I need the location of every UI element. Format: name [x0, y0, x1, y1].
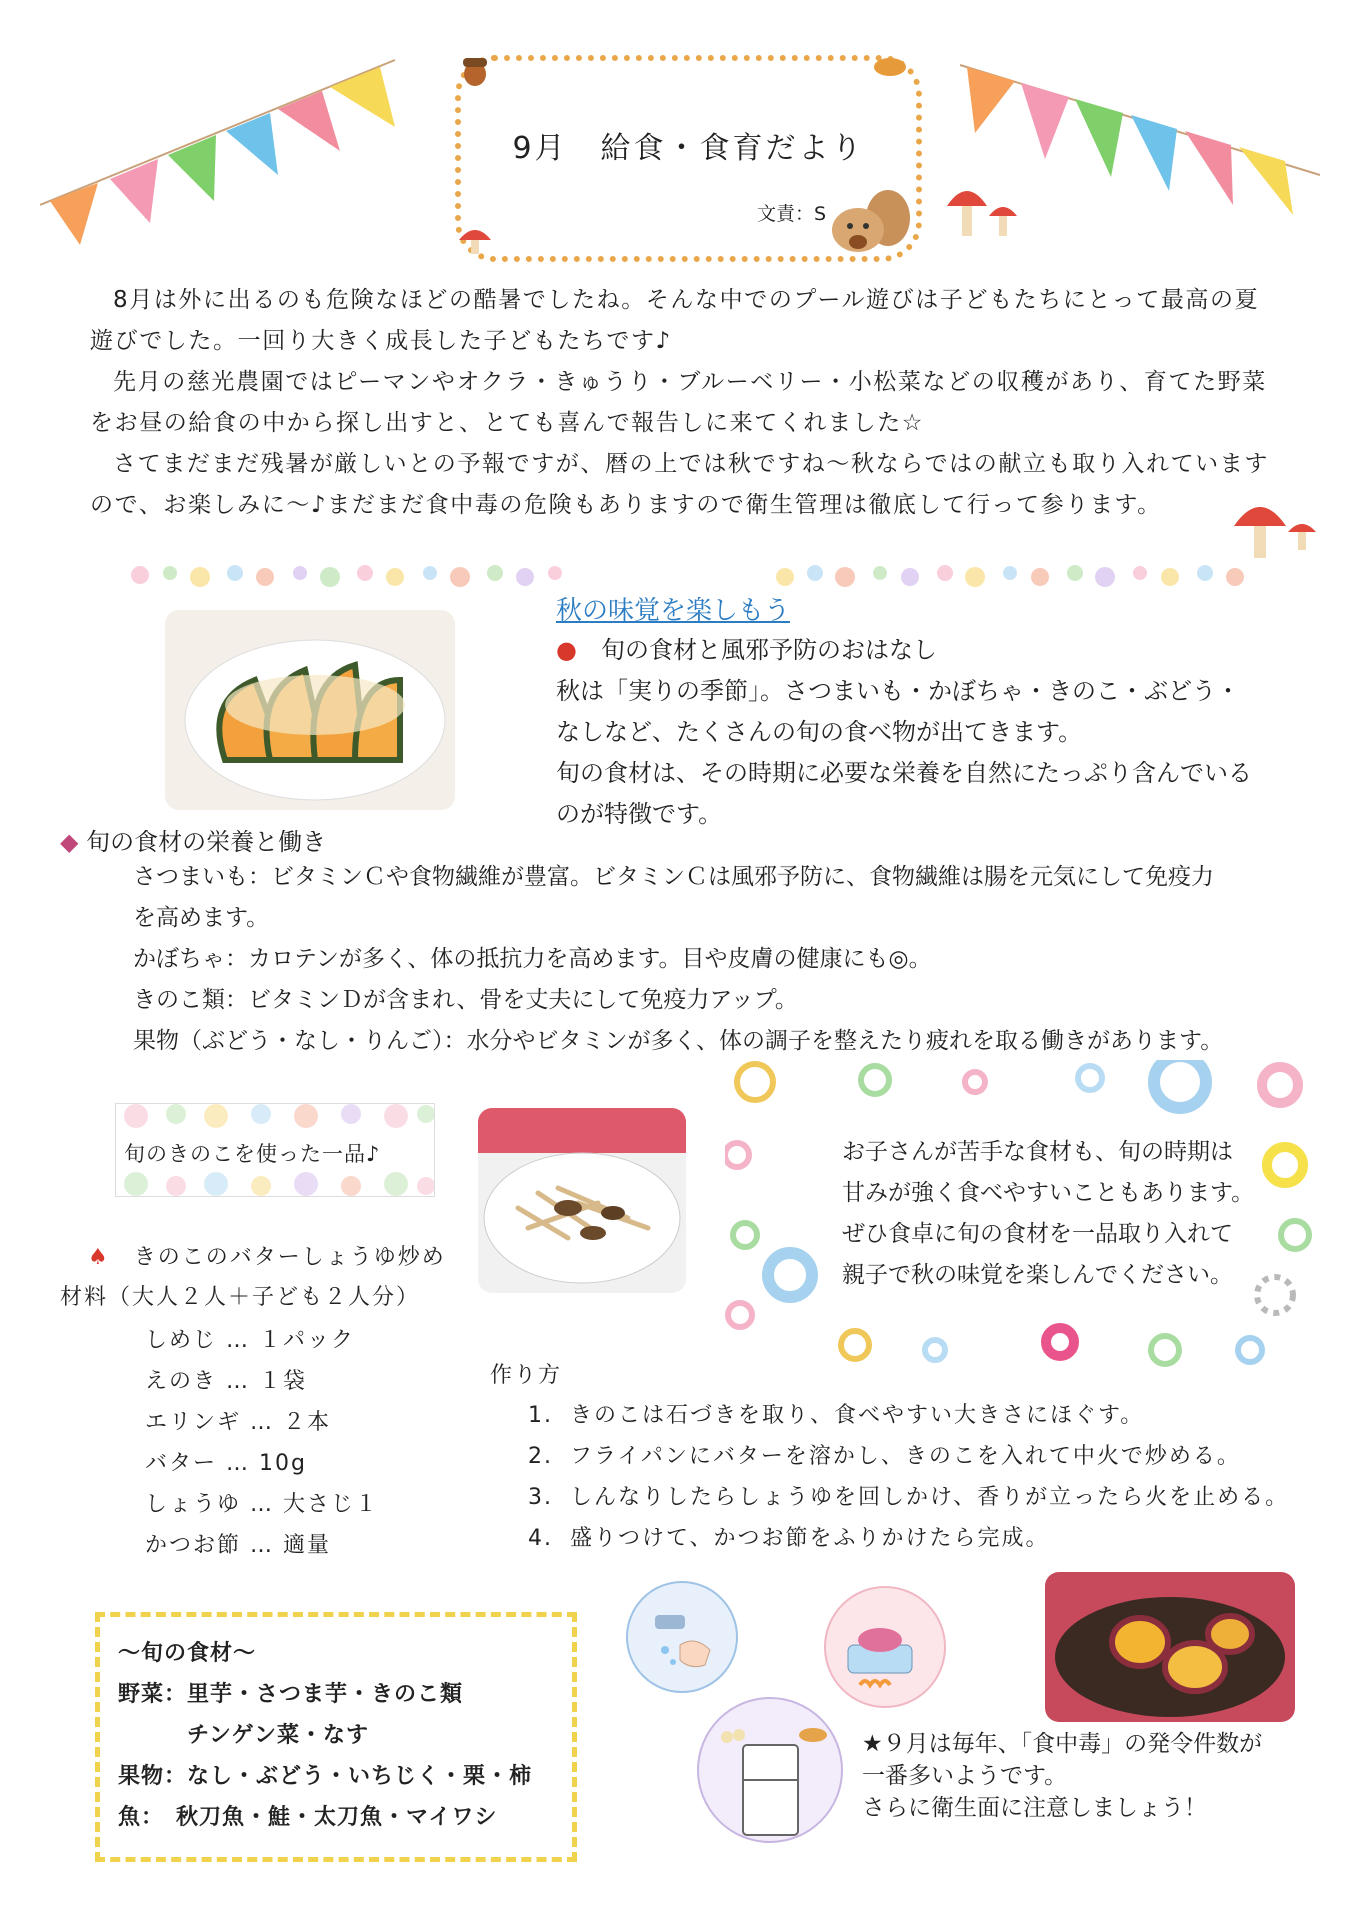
nutrition-heading-text: 旬の食材の栄養と働き	[86, 828, 327, 856]
step-number: 3.	[528, 1485, 553, 1510]
ingredient-item: かつお節 … 適量	[145, 1533, 331, 1558]
mushroom-small-icon	[455, 220, 495, 260]
ingredient-item: バター … 10g	[145, 1451, 307, 1476]
nutrition-line: きのこ類：ビタミンＤが含まれ、骨を丈夫にして免疫力アップ。	[133, 987, 798, 1013]
author-credit: 文責：S	[756, 203, 826, 225]
handwash-icon	[625, 1580, 740, 1695]
ingredient-item: しょうゆ … 大さじ１	[145, 1492, 379, 1517]
leaf-icon	[870, 52, 910, 82]
steps-list	[528, 1395, 1289, 1559]
warning-line: さらに衛生面に注意しましょう！	[862, 1795, 1207, 1821]
bunting-left	[40, 55, 400, 265]
nutrition-line: を高めます。	[133, 905, 270, 931]
step-number: 2.	[528, 1444, 553, 1469]
cooking-pot-icon	[820, 1585, 950, 1710]
seasonal-line: 野菜：里芋・さつま芋・きのこ類	[118, 1682, 464, 1707]
intro-paragraph: 先月の慈光農園ではピーマンやオクラ・きゅうり・ブルーベリー・小松菜などの収穫があり、育てた野菜をお昼の給食の中から探し出すと、とても喜んで報告しに来てくれました☆	[90, 369, 1267, 436]
nutrition-body	[133, 857, 1303, 1062]
autumn-line: なしなど、たくさんの旬の食べ物が出てきます。	[556, 718, 1083, 746]
step-item	[528, 1518, 1289, 1559]
acorn-icon	[455, 48, 495, 88]
step-text: フライパンにバターを溶かし、きのこを入れて中火で炒める。	[570, 1444, 1241, 1469]
intro-paragraph: さてまだまだ残暑が厳しいとの予報ですが、暦の上では秋ですね～秋ならではの献立も取り入れていますので、お楽しみに～♪まだまだ食中毒の危険もありますので衛生管理は徹底して行って参ります。	[90, 451, 1269, 518]
autumn-section-body	[556, 630, 1316, 835]
warning-line: 一番多いようです。	[862, 1763, 1068, 1789]
step-item	[528, 1395, 1289, 1436]
step-text: 盛りつけて、かつお節をふりかけたら完成。	[570, 1526, 1050, 1551]
nutrition-line: さつまいも：ビタミンＣや食物繊維が豊富。ビタミンＣは風邪予防に、食物繊維は腸を元気にして免疫力	[133, 864, 1214, 890]
message-line: 甘みが強く食べやすいこともあります。	[842, 1180, 1255, 1206]
ingredient-item: しめじ … １パック	[145, 1328, 355, 1353]
step-number: 1.	[528, 1403, 553, 1428]
intro-paragraph: 8月は外に出るのも危険なほどの酷暑でしたね。そんな中でのプール遊びは子どもたちにとって最高の夏遊びでした。一回り大きく成長した子どもたちです♪	[90, 287, 1260, 354]
mushroom-stirfry-photo	[478, 1108, 686, 1293]
mushroom-red-icon: ♠	[88, 1245, 110, 1270]
step-text: きのこは石づきを取り、食べやすい大きさにほぐす。	[570, 1403, 1145, 1428]
autumn-line: 旬の食材は、その時期に必要な栄養を自然にたっぷり含んでいる	[556, 759, 1252, 787]
nutrition-line: かぼちゃ：カロテンが多く、体の抵抗力を高めます。目や皮膚の健康にも◎。	[133, 946, 932, 972]
autumn-subtitle	[556, 630, 1316, 671]
step-text: しんなりしたらしょうゆを回しかけ、香りが立ったら火を止める。	[570, 1485, 1290, 1510]
pumpkin-dish-photo	[165, 610, 455, 810]
step-item	[528, 1436, 1289, 1477]
ingredient-item: エリンギ … ２本	[145, 1410, 331, 1435]
step-number: 4.	[528, 1526, 553, 1551]
message-text	[842, 1132, 1254, 1296]
intro-text	[90, 280, 1280, 526]
ingredients-list	[145, 1320, 379, 1566]
dotted-divider	[125, 555, 1255, 595]
autumn-subtitle-text: 旬の食材と風邪予防のおはなし	[600, 636, 937, 664]
recipe-title	[88, 1240, 446, 1271]
autumn-line: 秋は「実りの季節」。さつまいも・かぼちゃ・きのこ・ぶどう・	[556, 677, 1240, 705]
recipe-banner	[115, 1103, 435, 1197]
seasonal-foods-text	[118, 1633, 532, 1838]
seasonal-line: チンゲン菜・なす	[118, 1723, 370, 1748]
recipe-banner-text: 旬のきのこを使った一品♪	[124, 1142, 381, 1166]
seasonal-title: ～旬の食材～	[118, 1641, 257, 1666]
message-line: お子さんが苦手な食材も、旬の時期は	[842, 1139, 1233, 1165]
mushroom-corner-icon	[1232, 492, 1322, 562]
step-item	[528, 1477, 1289, 1518]
ingredient-item: えのき … １袋	[145, 1369, 307, 1394]
autumn-section-title: 秋の味覚を楽しもう	[556, 596, 791, 626]
fridge-icon	[695, 1695, 845, 1845]
message-line: ぜひ食卓に旬の食材を一品取り入れて	[842, 1221, 1233, 1247]
page-title: 9月 給食・食育だより	[512, 131, 865, 166]
mushroom-cluster-icon	[945, 180, 1025, 245]
squirrel-icon	[820, 188, 915, 258]
recipe-title-text: きのこのバターしょうゆ炒め	[133, 1245, 446, 1270]
message-line: 親子で秋の味覚を楽しんでください。	[842, 1262, 1233, 1288]
sweet-potato-icon: ◆	[60, 828, 79, 856]
autumn-line: のが特徴です。	[556, 800, 723, 828]
steps-heading: 作り方	[490, 1363, 563, 1388]
apple-icon: ●	[556, 636, 577, 664]
nutrition-line: 果物（ぶどう・なし・りんご）：水分やビタミンが多く、体の調子を整えたり疲れを取る働きがあります。	[133, 1028, 1224, 1054]
seasonal-line: 魚： 秋刀魚・鮭・太刀魚・マイワシ	[118, 1805, 498, 1830]
sweet-potato-photo	[1045, 1572, 1295, 1722]
seasonal-line: 果物：なし・ぶどう・いちじく・栗・柿	[118, 1764, 533, 1789]
food-poisoning-warning	[862, 1728, 1262, 1824]
ingredients-heading: 材料（大人２人＋子ども２人分）	[60, 1285, 421, 1310]
warning-line: ★９月は毎年、「食中毒」の発令件数が	[862, 1731, 1263, 1757]
nutrition-heading	[60, 822, 326, 857]
